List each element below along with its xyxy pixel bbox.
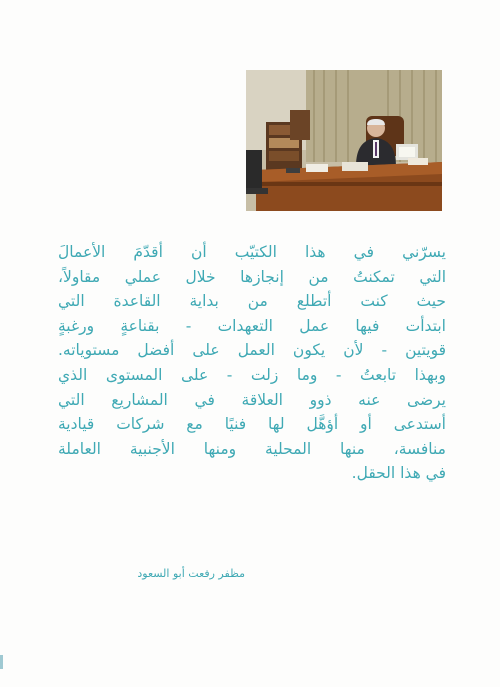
paragraph-line: حيث كنت أتطلع من بداية القاعدة التي — [58, 292, 446, 311]
page-edge-mark — [0, 655, 3, 669]
paragraph-line: أستدعى أو أؤهَّل لها فنيًا مع شركات قيادية — [58, 415, 446, 434]
paragraph-line: منافسة، منها المحلية ومنها الأجنبية العاملة — [58, 439, 446, 458]
office-photograph — [246, 70, 442, 211]
paragraph-line: يسرّني في هذا الكتيّب أن أقدّمَ الأعمالَ — [58, 243, 446, 261]
paragraph-line: في هذا الحقل. — [351, 464, 446, 483]
paragraph-line: قويتين - لأن يكون العمل على أفضل مستوياته. — [58, 341, 446, 360]
paragraph-line: وبهذا تابعتُ - وما زلت - على المستوى الذي — [58, 365, 446, 384]
author-signature: مظفر رفعت أبو السعود — [137, 567, 245, 580]
intro-paragraph — [58, 240, 446, 486]
paragraph-line: يرضى عنه ذوو العلاقة في المشاريع التي — [58, 390, 446, 409]
paragraph-line: التي تمكنتُ من إنجازها خلال عملي مقاولاً، — [58, 267, 446, 286]
paragraph-line: ابتدأت فيها عمل التعهدات - بقناعةٍ ورغبةٍ — [58, 316, 446, 335]
